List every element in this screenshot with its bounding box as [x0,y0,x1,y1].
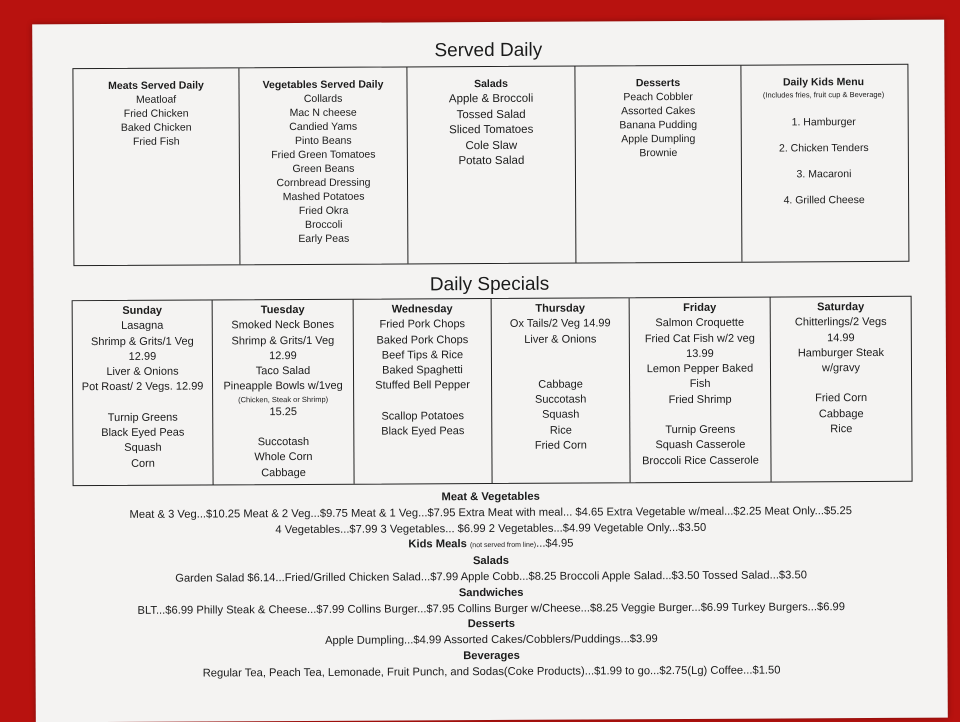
meat-veg-prices: Meat & 3 Veg...$10.25 Meat & 2 Veg...$9.75 Meat & 1 Veg...$7.95 Extra Meat with meal... $4.65 Extra Vegetable w/meal...$2.25 Meat Only...$5.25 [129,504,852,521]
list-item: Rice [549,424,572,437]
list-item: 14.99 [827,331,855,344]
thursday-column [492,298,631,483]
saturday-column [771,297,912,482]
list-item: Cabbage [538,378,583,391]
list-item: Cole Slaw [465,139,518,152]
vegetables-header: Vegetables Served Daily [262,78,384,92]
list-item: Sliced Tomatoes [449,123,534,137]
list-item: Squash [124,442,162,455]
list-item: Banana Pudding [619,118,698,132]
list-item: Shrimp & Grits/1 Veg [90,335,194,348]
list-item: Succotash [257,436,310,449]
meats-header: Meats Served Daily [108,79,204,92]
list-item: 15.25 [269,405,298,418]
list-item: Meatloaf [135,93,177,106]
list-item: Tossed Salad [456,108,526,121]
list-item: Chitterlings/2 Vegs [794,316,887,329]
desserts-column [575,66,742,263]
list-item: Corn [131,457,155,470]
list-item: Shrimp & Grits/1 Veg [231,334,335,347]
list-item: Whole Corn [254,451,313,464]
day-header: Tuesday [260,303,305,317]
salads-header: Salads [474,77,508,91]
list-item: Baked Chicken [120,121,192,134]
list-item: 4. Grilled Cheese [783,194,865,207]
list-item: Fried Fish [132,135,180,148]
list-item: Broccoli [305,218,343,231]
list-item: Collards [303,92,343,105]
served-daily-title: Served Daily [434,39,543,62]
day-header: Sunday [122,304,163,317]
list-item: Fried Chicken [123,107,189,120]
list-item: Peach Cobbler [623,90,693,104]
beverages-prices: Regular Tea, Peach Tea, Lemonade, Fruit Punch, and Sodas(Coke Products)...$1.99 to go...$2.75(Lg) Coffee...$1.50 [202,664,781,680]
list-item: Liver & Onions [106,365,179,379]
sunday-column [73,300,214,485]
day-header: Friday [683,301,717,314]
list-item: Lemon Pepper Baked [646,362,754,376]
list-item: Hamburger Steak [797,346,885,360]
list-item: Mashed Potatoes [282,190,365,204]
list-item: 2. Chicken Tenders [778,142,869,155]
sandwiches-prices: BLT...$6.99 Philly Steak & Cheese...$7.99 Collins Burger...$7.95 Collins Burger w/Cheese...$8.25 Veggie Burger...$6.99 Turkey Burgers...$6.99 [137,600,846,617]
list-item: Pineapple Bowls w/1veg [223,380,343,393]
list-item: Pot Roast/ 2 Vegs. 12.99 [81,380,204,394]
day-header: Thursday [535,302,585,315]
meats-column [73,68,240,265]
list-item: 12.99 [269,349,297,363]
day-header: Saturday [817,301,865,314]
list-item: Early Peas [298,232,350,246]
daily-specials-table [72,296,913,486]
desserts-header: Desserts [635,77,681,90]
list-item: Squash [542,409,580,422]
list-item: Black Eyed Peas [381,425,465,438]
list-item: Cabbage [818,407,864,421]
desserts-price-header: Desserts [467,618,515,631]
list-item: Taco Salad [255,365,311,378]
list-item: Fried Okra [298,204,349,217]
served-daily-table [72,64,909,266]
veg-prices: 4 Vegetables...$7.99 3 Vegetables... $6.99 2 Vegetables...$4.99 Vegetable Only...$3.50 [275,521,707,536]
kids-menu-column [741,65,906,262]
list-item: Mac N cheese [289,106,357,120]
kids-meals-header: Kids Meals [408,538,467,551]
list-item: Green Beans [292,162,355,176]
salads-price-header: Salads [472,555,510,568]
list-item: Lasagna [121,320,164,333]
list-item: Black Eyed Peas [101,426,185,440]
list-item: Assorted Cakes [621,104,696,118]
desserts-prices: Apple Dumpling...$4.99 Assorted Cakes/Cobblers/Puddings...$3.99 [325,633,658,648]
list-item: Pinto Beans [294,134,352,148]
day-header: Wednesday [391,303,453,316]
list-item: 3. Macaroni [796,168,852,181]
list-item: Scallop Potatoes [381,409,465,423]
tuesday-column [213,300,355,485]
list-item: Salmon Croquette [655,316,745,330]
list-item: Turnip Greens [107,411,178,424]
list-item: Smoked Neck Bones [231,319,335,332]
list-item: Potato Salad [458,154,525,168]
beverages-header: Beverages [463,649,520,663]
kids-menu-header: Daily Kids Menu [782,76,865,89]
list-item: Baked Spaghetti [382,364,463,377]
pricing-section [35,488,948,683]
list-item: Fish [689,378,711,391]
list-item: Stuffed Bell Pepper [375,379,470,393]
list-item: Fried Cat Fish w/2 veg [644,332,755,345]
list-item: Brownie [639,147,678,160]
list-item: Cabbage [261,466,306,479]
list-item-note: (Chicken, Steak or Shrimp) [238,394,329,405]
list-item: Squash Casserole [655,439,746,452]
meat-veg-header: Meat & Vegetables [441,490,540,504]
sandwiches-header: Sandwiches [458,586,524,599]
list-item: 12.99 [128,350,157,363]
list-item: Fried Pork Chops [379,318,466,331]
kids-meals-note: (not served from line) [469,542,537,550]
daily-specials-title: Daily Specials [429,273,550,296]
list-item: Ox Tails/2 Veg 14.99 [509,317,611,331]
list-item: Liver & Onions [524,333,597,346]
salads-prices: Garden Salad $6.14...Fried/Grilled Chicken Salad...$7.99 Apple Cobb...$8.25 Broccoli Apple Salad...$3.50 Tossed Salad...$3.50 [175,569,807,585]
list-item: Broccoli Rice Casserole [642,454,759,467]
kids-menu-subtitle: (Includes fries, fruit cup & Beverage) [762,89,885,100]
menu-sheet [32,20,948,722]
list-item: Cornbread Dressing [276,176,371,190]
list-item: Fried Green Tomatoes [271,148,376,162]
list-item: Rice [830,423,853,436]
list-item: Succotash [534,393,587,406]
salads-column [407,67,576,264]
list-item: Baked Pork Chops [376,333,469,347]
wednesday-column [354,299,493,484]
list-item: 1. Hamburger [791,116,856,129]
list-item: Fried Corn [534,439,587,452]
kids-meals-price: ...$4.95 [536,537,574,551]
list-item: w/gravy [822,362,860,375]
list-item: Fried Shrimp [668,393,732,406]
list-item: Turnip Greens [665,423,736,437]
vegetables-column [239,67,408,264]
list-item: Fried Corn [815,392,868,405]
list-item: Apple & Broccoli [448,93,534,106]
list-item: Beef Tips & Rice [381,349,464,362]
list-item: Candied Yams [289,120,358,134]
friday-column [630,298,772,483]
list-item: 13.99 [686,347,714,360]
list-item: Apple Dumpling [621,132,696,146]
